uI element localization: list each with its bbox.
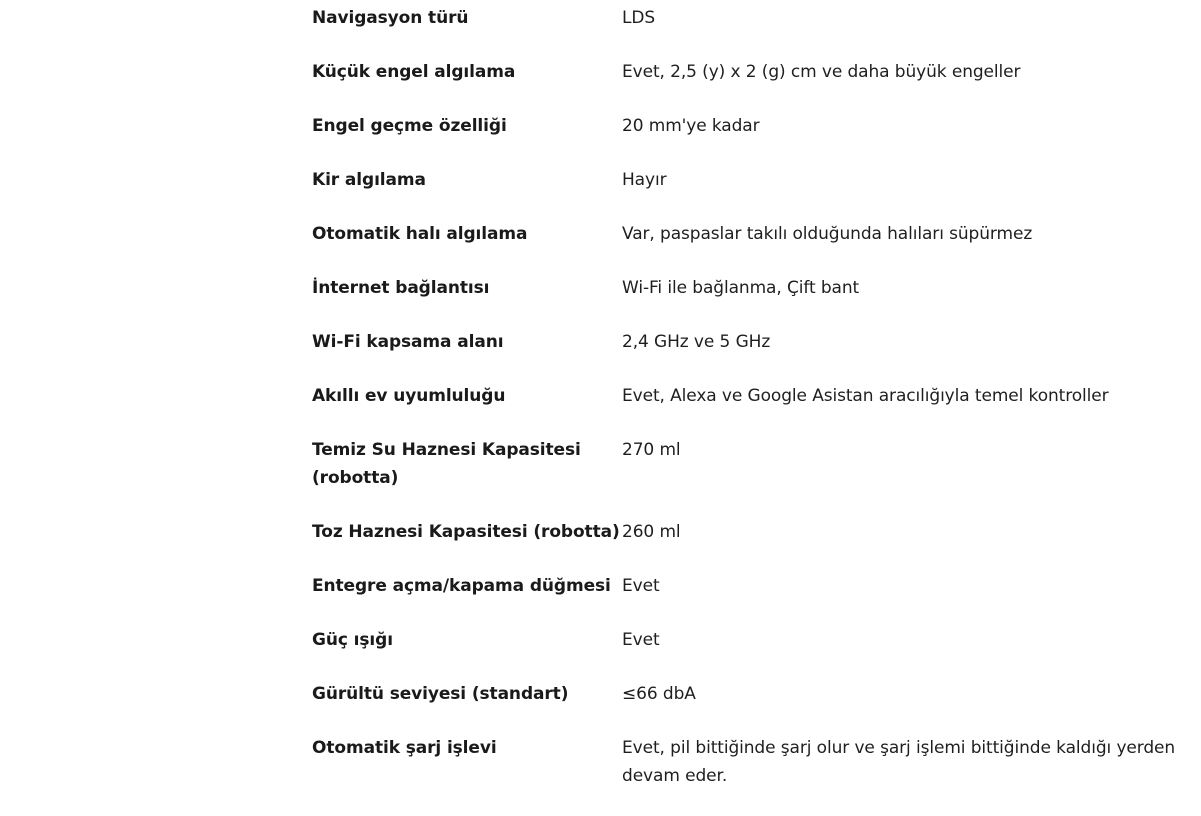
spec-table [312, 4, 1192, 816]
spec-label: Otomatik halı algılama [312, 224, 528, 244]
spec-row [312, 382, 1192, 436]
spec-label: Akıllı ev uyumluluğu [312, 386, 506, 406]
spec-row [312, 734, 1192, 816]
spec-label: Otomatik şarj işlevi [312, 738, 497, 758]
spec-value: LDS [622, 8, 656, 28]
spec-value: 2,4 GHz ve 5 GHz [622, 332, 771, 352]
spec-value: 270 ml [622, 440, 681, 460]
spec-row [312, 274, 1192, 328]
spec-value: Evet [622, 576, 660, 596]
spec-row [312, 58, 1192, 112]
spec-row [312, 680, 1192, 734]
spec-value: ≤66 dbA [622, 684, 696, 704]
spec-label: Kir algılama [312, 170, 426, 190]
spec-value: Evet, pil bittiğinde şarj olur ve şarj işlemi bittiğinde kaldığı yerden devam eder. [622, 738, 1176, 786]
spec-label: Güç ışığı [312, 630, 393, 650]
spec-value: 260 ml [622, 522, 681, 542]
spec-row [312, 518, 1192, 572]
spec-value: Hayır [622, 170, 667, 190]
spec-row [312, 166, 1192, 220]
spec-label: Toz Haznesi Kapasitesi (robotta) [312, 522, 620, 542]
spec-label: Entegre açma/kapama düğmesi [312, 576, 611, 596]
spec-row [312, 572, 1192, 626]
spec-label: Navigasyon türü [312, 8, 469, 28]
spec-row [312, 436, 1192, 518]
spec-label: Küçük engel algılama [312, 62, 516, 82]
spec-row [312, 220, 1192, 274]
spec-value: Evet [622, 630, 660, 650]
spec-value: 20 mm'ye kadar [622, 116, 760, 136]
spec-label: Wi-Fi kapsama alanı [312, 332, 504, 352]
spec-value: Var, paspaslar takılı olduğunda halıları süpürmez [622, 224, 1033, 244]
spec-row [312, 626, 1192, 680]
spec-label: İnternet bağlantısı [312, 278, 490, 298]
spec-row [312, 4, 1192, 58]
spec-label: Engel geçme özelliği [312, 116, 507, 136]
spec-value: Evet, 2,5 (y) x 2 (g) cm ve daha büyük engeller [622, 62, 1021, 82]
spec-value: Evet, Alexa ve Google Asistan aracılığıyla temel kontroller [622, 386, 1109, 406]
spec-label: Gürültü seviyesi (standart) [312, 684, 569, 704]
spec-row [312, 328, 1192, 382]
spec-value: Wi-Fi ile bağlanma, Çift bant [622, 278, 860, 298]
spec-row [312, 112, 1192, 166]
spec-label: Temiz Su Haznesi Kapasitesi (robotta) [312, 440, 581, 488]
